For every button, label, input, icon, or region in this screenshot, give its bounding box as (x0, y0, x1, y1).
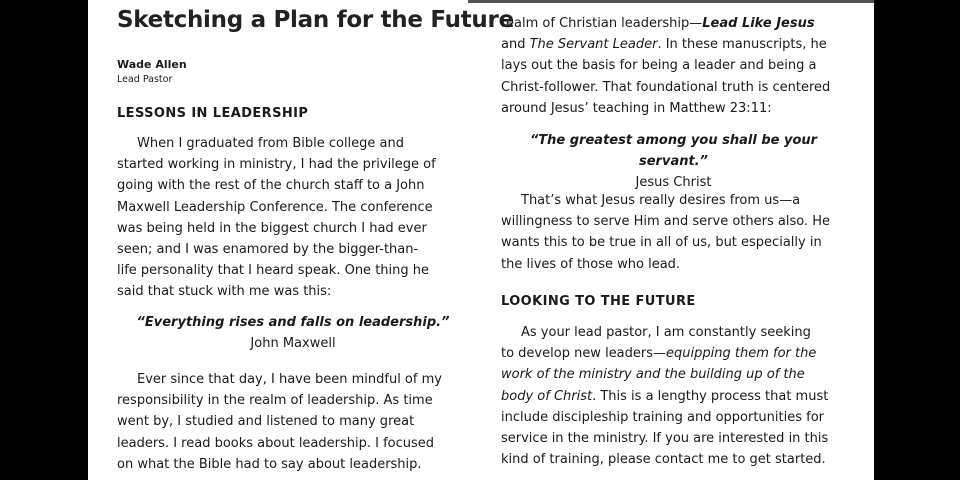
article-page (88, 0, 874, 480)
top-rule (468, 0, 874, 3)
author-name: Wade Allen (117, 58, 187, 71)
paragraph-lead-pastor: As your lead pastor, I am constantly seeking to develop new leaders—equipping them for the work of the ministry and the building up of the body of Christ. This is a lengthy process that must include discipleship training and opportunities for service in the ministry. If you are interested in this kind of training, please contact me to get started. (501, 325, 829, 468)
paragraph-since: Ever since that day, I have been mindful of my responsibility in the realm of leadership. As time went by, I studied and listened to many great leaders. I read books about leadership. I focused on what the Bible had to say about leadership. (117, 372, 442, 472)
book-title-servant-leader: The Servant Leader (529, 37, 658, 53)
quote-author: John Maxwell (250, 336, 336, 352)
pull-quote-jesus (501, 130, 846, 194)
pull-quote-maxwell (117, 312, 469, 354)
book-title-lead-like-jesus: Lead Like Jesus (702, 16, 815, 31)
paragraph-intro: When I graduated from Bible college and started working in ministry, I had the privilege of going with the rest of the church staff to a John Maxwell Leadership Conference. The conference was being held in the biggest church I had ever seen; and I was enamored by the bigger-than- life personality that I heard speak. One thing he said that stuck with me was this: (117, 136, 436, 300)
quote-text: “The greatest among you shall be your servant.” (529, 133, 818, 170)
section-heading-lessons: LESSONS IN LEADERSHIP (117, 106, 309, 121)
paragraph-continued: realm of Christian leadership—Lead Like Jesus and The Servant Leader. In these manuscripts, he lays out the basis for being a leader and being a Christ-follower. That foundational truth is centered around Jesus’ teaching in Matthew 23:11: (501, 16, 831, 116)
section-heading-future: LOOKING TO THE FUTURE (501, 294, 696, 309)
paragraph-jesus-desires: That’s what Jesus really desires from us—a willingness to serve Him and serve others also. He wants this to be true in all of us, but especially in the lives of those who lead. (501, 193, 830, 272)
quote-text: “Everything rises and falls on leadership.” (136, 315, 450, 330)
author-role: Lead Pastor (117, 74, 173, 85)
article-title: Sketching a Plan for the Future (117, 7, 514, 33)
quote-author: Jesus Christ (635, 175, 712, 191)
